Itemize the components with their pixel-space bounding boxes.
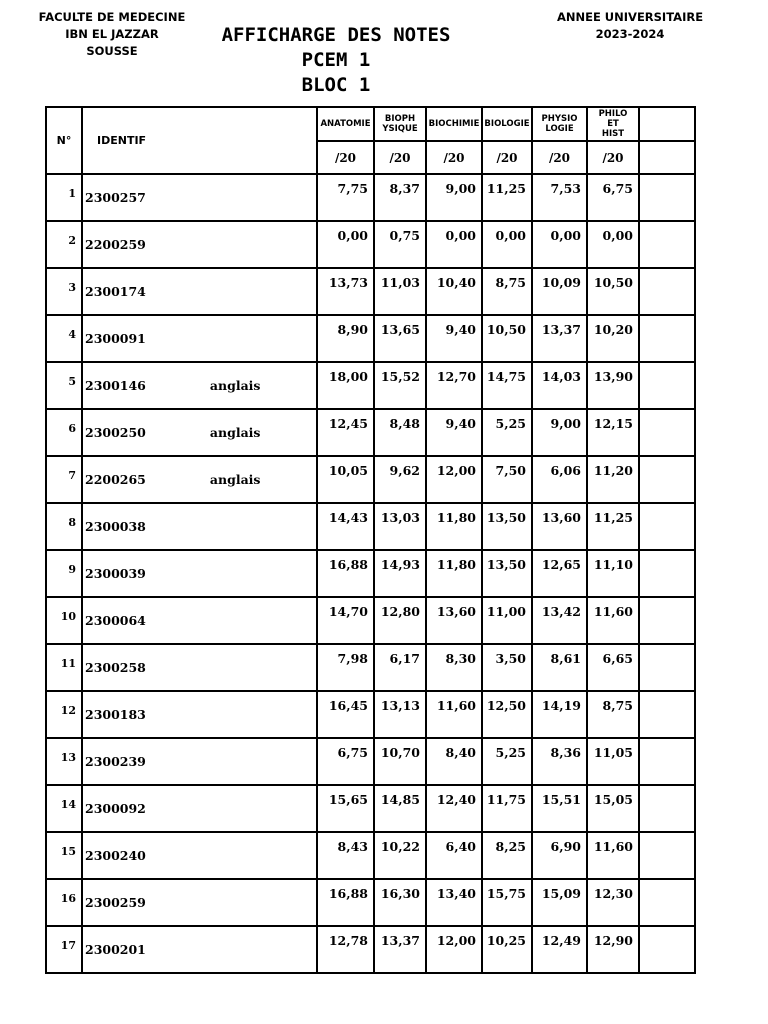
grade-cell: 8,43 bbox=[317, 832, 374, 879]
grade-cell: 13,73 bbox=[317, 268, 374, 315]
student-id-cell bbox=[82, 409, 317, 456]
grade-cell: 11,75 bbox=[482, 785, 532, 832]
header-row-subjects bbox=[46, 107, 695, 141]
grade-cell: 6,75 bbox=[587, 174, 639, 221]
grade-cell: 8,25 bbox=[482, 832, 532, 879]
student-id-cell bbox=[82, 879, 317, 926]
grade-cell: 5,25 bbox=[482, 738, 532, 785]
grade-cell: 11,60 bbox=[426, 691, 482, 738]
grade-cell: 10,25 bbox=[482, 926, 532, 973]
grade-cell: 12,80 bbox=[374, 597, 426, 644]
row-number: 13 bbox=[46, 738, 82, 785]
student-id-cell bbox=[82, 221, 317, 268]
row-number: 8 bbox=[46, 503, 82, 550]
empty-cell bbox=[639, 409, 695, 456]
denominator-label: /20 bbox=[532, 141, 587, 174]
grade-cell: 12,70 bbox=[426, 362, 482, 409]
grade-cell: 7,98 bbox=[317, 644, 374, 691]
column-header-identif: IDENTIF bbox=[82, 107, 317, 174]
student-id: 2200259 bbox=[85, 237, 146, 252]
empty-header-cell bbox=[639, 141, 695, 174]
student-id-cell bbox=[82, 832, 317, 879]
student-id: 2300250 bbox=[85, 425, 146, 440]
grade-cell: 14,85 bbox=[374, 785, 426, 832]
grade-cell: 7,50 bbox=[482, 456, 532, 503]
grade-cell: 14,03 bbox=[532, 362, 587, 409]
row-number: 12 bbox=[46, 691, 82, 738]
grade-cell: 11,80 bbox=[426, 550, 482, 597]
row-number: 2 bbox=[46, 221, 82, 268]
language-note: anglais bbox=[209, 472, 261, 487]
row-number: 1 bbox=[46, 174, 82, 221]
empty-cell bbox=[639, 738, 695, 785]
student-id-cell bbox=[82, 597, 317, 644]
grade-cell: 14,93 bbox=[374, 550, 426, 597]
student-id: 2300259 bbox=[85, 895, 146, 910]
row-number: 16 bbox=[46, 879, 82, 926]
grade-cell: 13,60 bbox=[426, 597, 482, 644]
grade-cell: 12,00 bbox=[426, 926, 482, 973]
academic-year-label: ANNEE UNIVERSITAIRE bbox=[556, 10, 704, 24]
student-id: 2300092 bbox=[85, 801, 146, 816]
student-id: 2300258 bbox=[85, 660, 146, 675]
empty-cell bbox=[639, 221, 695, 268]
grade-cell: 11,03 bbox=[374, 268, 426, 315]
grade-cell: 11,60 bbox=[587, 597, 639, 644]
grade-cell: 8,36 bbox=[532, 738, 587, 785]
subject-header: BIOLOGIE bbox=[482, 107, 532, 141]
grade-cell: 10,50 bbox=[482, 315, 532, 362]
empty-cell bbox=[639, 644, 695, 691]
document-title bbox=[186, 23, 486, 98]
grade-cell: 12,78 bbox=[317, 926, 374, 973]
grade-cell: 18,00 bbox=[317, 362, 374, 409]
grade-cell: 10,50 bbox=[587, 268, 639, 315]
table-row bbox=[46, 691, 695, 738]
student-id-cell bbox=[82, 738, 317, 785]
grade-cell: 12,90 bbox=[587, 926, 639, 973]
student-id-cell bbox=[82, 503, 317, 550]
grade-cell: 12,00 bbox=[426, 456, 482, 503]
grade-cell: 15,09 bbox=[532, 879, 587, 926]
table-row bbox=[46, 832, 695, 879]
grade-cell: 10,05 bbox=[317, 456, 374, 503]
faculty-name: FACULTE DE MEDECINE bbox=[38, 10, 186, 24]
grade-cell: 12,45 bbox=[317, 409, 374, 456]
empty-cell bbox=[639, 597, 695, 644]
grade-cell: 11,00 bbox=[482, 597, 532, 644]
academic-year-value: 2023-2024 bbox=[595, 27, 665, 41]
grade-cell: 15,65 bbox=[317, 785, 374, 832]
table-row bbox=[46, 503, 695, 550]
empty-cell bbox=[639, 785, 695, 832]
grade-cell: 12,65 bbox=[532, 550, 587, 597]
student-id: 2300201 bbox=[85, 942, 146, 957]
grade-cell: 12,40 bbox=[426, 785, 482, 832]
row-number: 7 bbox=[46, 456, 82, 503]
student-id: 2300240 bbox=[85, 848, 146, 863]
student-id-cell bbox=[82, 550, 317, 597]
grade-cell: 10,22 bbox=[374, 832, 426, 879]
row-number: 3 bbox=[46, 268, 82, 315]
table-row bbox=[46, 738, 695, 785]
student-id: 2300091 bbox=[85, 331, 146, 346]
grade-cell: 11,25 bbox=[482, 174, 532, 221]
row-number: 6 bbox=[46, 409, 82, 456]
student-id: 2300183 bbox=[85, 707, 146, 722]
row-number: 17 bbox=[46, 926, 82, 973]
empty-cell bbox=[639, 268, 695, 315]
denominator-label: /20 bbox=[482, 141, 532, 174]
grade-cell: 6,40 bbox=[426, 832, 482, 879]
grade-cell: 13,90 bbox=[587, 362, 639, 409]
grade-cell: 9,00 bbox=[532, 409, 587, 456]
student-id-cell bbox=[82, 926, 317, 973]
grade-cell: 13,50 bbox=[482, 550, 532, 597]
academic-year-header bbox=[530, 9, 730, 43]
empty-cell bbox=[639, 691, 695, 738]
grade-cell: 12,30 bbox=[587, 879, 639, 926]
empty-cell bbox=[639, 174, 695, 221]
title-main: AFFICHARGE DES NOTES bbox=[221, 24, 451, 46]
grade-cell: 8,90 bbox=[317, 315, 374, 362]
grade-cell: 8,30 bbox=[426, 644, 482, 691]
grade-cell: 8,37 bbox=[374, 174, 426, 221]
table-row bbox=[46, 926, 695, 973]
grade-cell: 11,25 bbox=[587, 503, 639, 550]
grade-cell: 8,40 bbox=[426, 738, 482, 785]
grade-cell: 7,75 bbox=[317, 174, 374, 221]
language-note: anglais bbox=[209, 378, 261, 393]
row-number: 11 bbox=[46, 644, 82, 691]
grade-cell: 15,75 bbox=[482, 879, 532, 926]
grade-cell: 16,88 bbox=[317, 879, 374, 926]
grade-cell: 15,05 bbox=[587, 785, 639, 832]
grade-cell: 9,62 bbox=[374, 456, 426, 503]
grade-cell: 6,06 bbox=[532, 456, 587, 503]
row-number: 10 bbox=[46, 597, 82, 644]
grade-cell: 13,37 bbox=[374, 926, 426, 973]
row-number: 4 bbox=[46, 315, 82, 362]
grade-cell: 12,50 bbox=[482, 691, 532, 738]
grade-cell: 10,09 bbox=[532, 268, 587, 315]
grade-cell: 8,75 bbox=[587, 691, 639, 738]
student-id: 2300038 bbox=[85, 519, 146, 534]
row-number: 15 bbox=[46, 832, 82, 879]
grade-cell: 9,00 bbox=[426, 174, 482, 221]
table-row bbox=[46, 597, 695, 644]
title-level: PCEM 1 bbox=[301, 49, 371, 71]
grade-cell: 0,00 bbox=[532, 221, 587, 268]
grade-cell: 0,00 bbox=[587, 221, 639, 268]
empty-cell bbox=[639, 503, 695, 550]
grade-cell: 11,60 bbox=[587, 832, 639, 879]
grade-cell: 16,88 bbox=[317, 550, 374, 597]
title-block: BLOC 1 bbox=[301, 74, 371, 96]
subject-header: BIOPH YSIQUE bbox=[374, 107, 426, 141]
student-id-cell bbox=[82, 315, 317, 362]
student-id: 2200265 bbox=[85, 472, 146, 487]
grade-cell: 6,90 bbox=[532, 832, 587, 879]
grade-cell: 13,65 bbox=[374, 315, 426, 362]
grade-cell: 16,45 bbox=[317, 691, 374, 738]
denominator-label: /20 bbox=[426, 141, 482, 174]
column-header-number: N° bbox=[46, 107, 82, 174]
table-row bbox=[46, 221, 695, 268]
grade-cell: 5,25 bbox=[482, 409, 532, 456]
grade-cell: 10,70 bbox=[374, 738, 426, 785]
student-id-cell bbox=[82, 362, 317, 409]
grade-cell: 13,60 bbox=[532, 503, 587, 550]
grade-cell: 13,13 bbox=[374, 691, 426, 738]
subject-header: PHILO ET HIST bbox=[587, 107, 639, 141]
row-number: 9 bbox=[46, 550, 82, 597]
grade-cell: 9,40 bbox=[426, 315, 482, 362]
grade-cell: 6,75 bbox=[317, 738, 374, 785]
empty-cell bbox=[639, 879, 695, 926]
grade-cell: 13,42 bbox=[532, 597, 587, 644]
subject-header: BIOCHIMIE bbox=[426, 107, 482, 141]
student-id-cell bbox=[82, 691, 317, 738]
empty-cell bbox=[639, 456, 695, 503]
student-id: 2300257 bbox=[85, 190, 146, 205]
grade-cell: 15,51 bbox=[532, 785, 587, 832]
table-row bbox=[46, 456, 695, 503]
student-id: 2300064 bbox=[85, 613, 146, 628]
grade-cell: 14,75 bbox=[482, 362, 532, 409]
grade-cell: 9,40 bbox=[426, 409, 482, 456]
grade-cell: 15,52 bbox=[374, 362, 426, 409]
grade-cell: 0,00 bbox=[317, 221, 374, 268]
table-row bbox=[46, 879, 695, 926]
grade-cell: 11,20 bbox=[587, 456, 639, 503]
grade-cell: 13,03 bbox=[374, 503, 426, 550]
grade-cell: 10,20 bbox=[587, 315, 639, 362]
grade-cell: 8,48 bbox=[374, 409, 426, 456]
row-number: 5 bbox=[46, 362, 82, 409]
grade-cell: 8,75 bbox=[482, 268, 532, 315]
grade-cell: 0,00 bbox=[426, 221, 482, 268]
table-row bbox=[46, 644, 695, 691]
grade-cell: 11,10 bbox=[587, 550, 639, 597]
denominator-label: /20 bbox=[587, 141, 639, 174]
grade-cell: 6,17 bbox=[374, 644, 426, 691]
student-id-cell bbox=[82, 456, 317, 503]
grade-cell: 14,70 bbox=[317, 597, 374, 644]
table-row bbox=[46, 174, 695, 221]
empty-cell bbox=[639, 926, 695, 973]
student-id: 2300174 bbox=[85, 284, 146, 299]
grade-cell: 11,80 bbox=[426, 503, 482, 550]
student-id-cell bbox=[82, 785, 317, 832]
student-id: 2300239 bbox=[85, 754, 146, 769]
grade-cell: 14,19 bbox=[532, 691, 587, 738]
grade-cell: 12,15 bbox=[587, 409, 639, 456]
grade-cell: 12,49 bbox=[532, 926, 587, 973]
subject-header: ANATOMIE bbox=[317, 107, 374, 141]
grade-cell: 13,37 bbox=[532, 315, 587, 362]
table-row bbox=[46, 409, 695, 456]
empty-cell bbox=[639, 362, 695, 409]
grade-cell: 7,53 bbox=[532, 174, 587, 221]
faculty-city: SOUSSE bbox=[86, 44, 138, 58]
language-note: anglais bbox=[209, 425, 261, 440]
table-row bbox=[46, 550, 695, 597]
student-id-cell bbox=[82, 174, 317, 221]
row-number: 14 bbox=[46, 785, 82, 832]
denominator-label: /20 bbox=[317, 141, 374, 174]
table-row bbox=[46, 268, 695, 315]
grade-cell: 14,43 bbox=[317, 503, 374, 550]
empty-cell bbox=[639, 550, 695, 597]
student-id: 2300039 bbox=[85, 566, 146, 581]
grade-cell: 6,65 bbox=[587, 644, 639, 691]
grade-cell: 16,30 bbox=[374, 879, 426, 926]
grade-cell: 10,40 bbox=[426, 268, 482, 315]
student-id-cell bbox=[82, 268, 317, 315]
empty-header-cell bbox=[639, 107, 695, 141]
table-row bbox=[46, 785, 695, 832]
empty-cell bbox=[639, 832, 695, 879]
subject-header: PHYSIO LOGIE bbox=[532, 107, 587, 141]
faculty-location: IBN EL JAZZAR bbox=[65, 27, 159, 41]
denominator-label: /20 bbox=[374, 141, 426, 174]
table-row bbox=[46, 315, 695, 362]
grades-table bbox=[45, 106, 696, 974]
empty-cell bbox=[639, 315, 695, 362]
student-id: 2300146 bbox=[85, 378, 146, 393]
grade-cell: 11,05 bbox=[587, 738, 639, 785]
grade-cell: 0,00 bbox=[482, 221, 532, 268]
grade-cell: 8,61 bbox=[532, 644, 587, 691]
grade-cell: 0,75 bbox=[374, 221, 426, 268]
student-id-cell bbox=[82, 644, 317, 691]
table-row bbox=[46, 362, 695, 409]
grade-cell: 13,40 bbox=[426, 879, 482, 926]
grade-cell: 13,50 bbox=[482, 503, 532, 550]
grade-cell: 3,50 bbox=[482, 644, 532, 691]
